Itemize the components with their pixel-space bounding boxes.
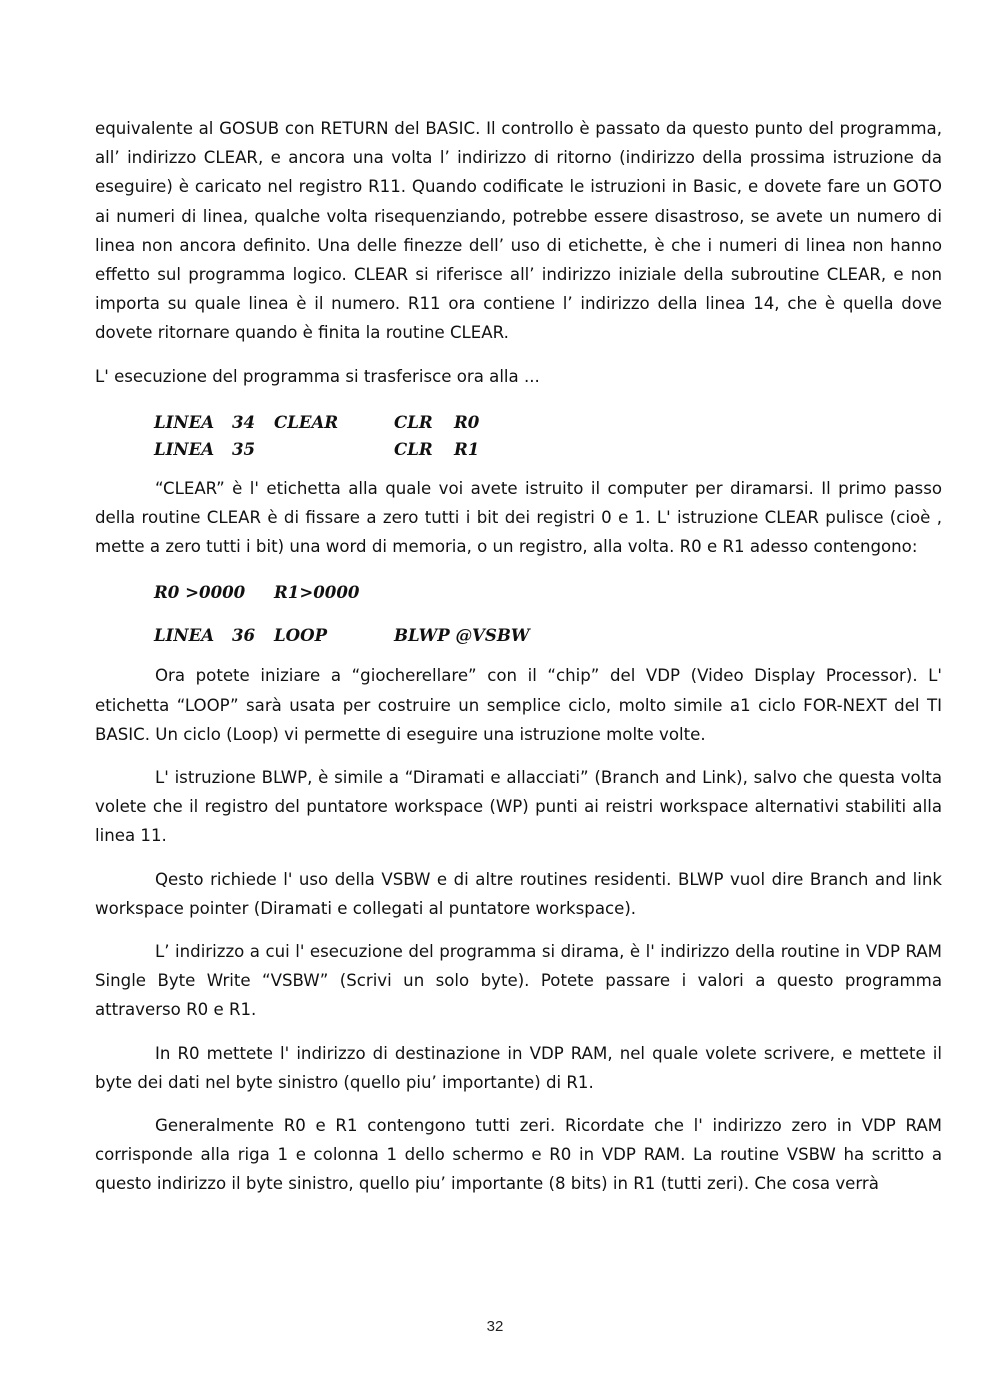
register-line [154, 579, 942, 606]
paragraph-blwp: L' istruzione BLWP, è simile a “Diramati e allacciati” (Branch and Link), salvo che questa volta volete che il registro del puntatore workspace (WP) punti ai reistri workspace alternativi stabiliti alla linea 11. [95, 768, 942, 846]
code-line-label: CLEAR [274, 411, 339, 432]
code-line-word: LINEA [154, 438, 215, 459]
code-line-36 [154, 622, 942, 649]
code-line-word: LINEA [154, 625, 215, 646]
code-block-loop [154, 622, 942, 649]
paragraph-vsbw-routines: Qesto richiede l' uso della VSBW e di altre routines residenti. BLWP vuol dire Branch and link workspace pointer (Diramati e collegati al puntatore workspace). [95, 869, 942, 918]
code-line-34 [154, 409, 942, 436]
paragraph-vdp-loop: Ora potete iniziare a “giocherellare” con il “chip” del VDP (Video Display Processor). L' etichetta “LOOP” sarà usata per costruire un semplice ciclo, molto simile a1 ciclo FOR-NEXT del TI BASIC. Un ciclo (Loop) vi permette di eseguire una istruzione molte volte. [95, 666, 942, 744]
code-line-opcode: CLR [394, 438, 433, 459]
page-number: 32 [486, 1318, 504, 1335]
code-line-word: LINEA [154, 411, 215, 432]
code-line-number: 34 [232, 411, 256, 432]
paragraph-clear-label: “CLEAR” è l' etichetta alla quale voi avete istruito il computer per diramarsi. Il primo passo della routine CLEAR è di fissare a zero tutti i bit dei registri 0 e 1. L' istruzione CLEAR pulisce (cioè , mette a zero tutti i bit) una word di memoria, o un registro, alla volta. R0 e R1 adesso contengono: [95, 478, 942, 557]
paragraph-zeros: Generalmente R0 e R1 contengono tutti zeri. Ricordate che l' indirizzo zero in VDP RAM corrisponde alla riga 1 e colonna 1 dello schermo e R0 in VDP RAM. La routine VSBW ha scritto a questo indirizzo il byte sinistro, quello piu’ importante (8 bits) in R1 (tutti zeri). Che cosa verrà [95, 1116, 942, 1194]
code-line-number: 35 [232, 438, 256, 459]
paragraph-gosub-explanation: equivalente al GOSUB con RETURN del BASIC. Il controllo è passato da questo punto del programma, all’ indirizzo CLEAR, e ancora una volta l’ indirizzo di ritorno (indirizzo della prossima istruzione da eseguire) è caricato nel registro R11. Quando codificate le istruzioni in Basic, e dovete fare un GOTO ai numeri di linea, qualche volta risequenziando, potrebbe essere disastroso, se avete un numero di linea non ancora definito. Una delle finezze dell’ uso di etichette, è che i numeri di linea non hanno effetto sul programma logico. CLEAR si riferisce all’ indirizzo iniziale della subroutine CLEAR, e non importa su quale linea è il numero. R11 ora contiene l’ indirizzo della linea 14, che è quella dove dovete ritornare quando è finita la routine CLEAR. [95, 119, 942, 343]
code-block-clear [154, 409, 942, 463]
code-line-operand: R0 [454, 411, 480, 432]
register-r1-value: R1>0000 [274, 582, 360, 603]
paragraph-vsbw-address: L’ indirizzo a cui l' esecuzione del programma si dirama, è l' indirizzo della routine in VDP RAM Single Byte Write “VSBW” (Scrivi un solo byte). Potete passare i valori a questo programma attraverso R0 e R1. [95, 942, 942, 1020]
code-line-operand: R1 [454, 438, 480, 459]
code-line-35 [154, 436, 942, 463]
code-line-instruction: BLWP @VSBW [394, 625, 530, 646]
paragraph-execution-transfer: L' esecuzione del programma si trasferisce ora alla ... [95, 366, 540, 386]
code-line-number: 36 [232, 625, 256, 646]
register-values [154, 579, 942, 606]
document-page [95, 114, 942, 1199]
paragraph-r0-destination: In R0 mettete l' indirizzo di destinazione in VDP RAM, nel quale volete scrivere, e mettete il byte dei dati nel byte sinistro (quello piu’ importante) di R1. [95, 1043, 942, 1092]
register-r0-value: R0 >0000 [154, 582, 246, 603]
code-line-label: LOOP [274, 625, 328, 646]
code-line-opcode: CLR [394, 411, 433, 432]
